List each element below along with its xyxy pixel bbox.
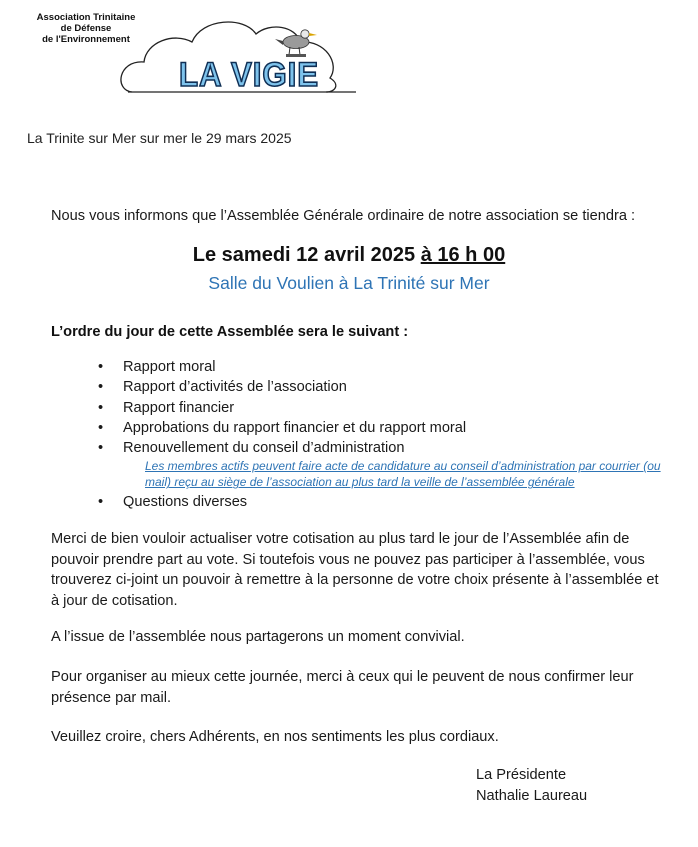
logo-wordmark: LA VIGIE [178,56,320,94]
event-time: à 16 h 00 [420,244,506,266]
org-name-line-2: de Défense [60,23,112,34]
bullet-icon: • [98,399,104,416]
agenda-item: • Questions diverses [98,492,678,512]
bullet-icon: • [98,440,104,457]
event-date-text: Le samedi 12 avril 2025 [192,244,421,266]
agenda-item: • Rapport financier [98,398,678,418]
logo [34,12,364,98]
cotisation-paragraph: Merci de bien vouloir actualiser votre cotisation au plus tard le jour de l’Assemblée afin de pouvoir prendre part au vote. Si toutefois vous ne pouvez pas participer à l’assemblée, vous trouverez ci-joint un pouvoir à remettre à la personne de votre choix présente à l’assemblée et à jour de cotisation. [51,531,659,609]
bullet-icon: • [98,379,104,396]
candidature-note: Les membres actifs peuvent faire acte de candidature au conseil d’administration par courrier (ou mail) reçu au siège de l’association au plus tard la veille de l’assemblée générale [145,459,661,490]
event-date [0,244,698,267]
bullet-icon: • [98,494,104,511]
agenda-item: • Rapport d’activités de l’association [98,377,678,397]
event-place: Salle du Voulien à La Trinité sur Mer [208,273,490,293]
bullet-icon: • [98,419,104,436]
organisation-paragraph: Pour organiser au mieux cette journée, merci à ceux qui le peuvent de nous confirmer leur présence par mail. [51,669,634,706]
org-name-line-1: Association Trinitaine [36,12,136,23]
signature-name: Nathalie Laureau [476,787,588,804]
place-and-date: La Trinite sur Mer sur mer le 29 mars 2025 [27,130,292,146]
signature-role: La Présidente [476,767,567,783]
salutation-paragraph: Veuillez croire, chers Adhérents, en nos sentiments les plus cordiaux. [51,729,499,745]
convivial-paragraph: A l’issue de l’assemblée nous partagerons un moment convivial. [51,629,465,645]
agenda-item: • Approbations du rapport financier et du rapport moral [98,418,678,438]
agenda-item: • Renouvellement du conseil d’administration Les membres actifs peuvent faire acte de candidature au conseil d’administration par courrier (ou mail) reçu au siège de l’association au plus tard la veille de l’assemblée générale [98,438,678,490]
intro-text: Nous vous informons que l’Assemblée Générale ordinaire de notre association se tiendra : [51,208,636,224]
bullet-icon: • [98,359,104,375]
agenda-list [98,357,678,513]
agenda-item: • Rapport moral [98,357,678,377]
signature [476,765,587,806]
agenda-title: L’ordre du jour de cette Assemblée sera le suivant : [51,324,409,340]
org-name-line-3: de l'Environnement [42,34,130,45]
